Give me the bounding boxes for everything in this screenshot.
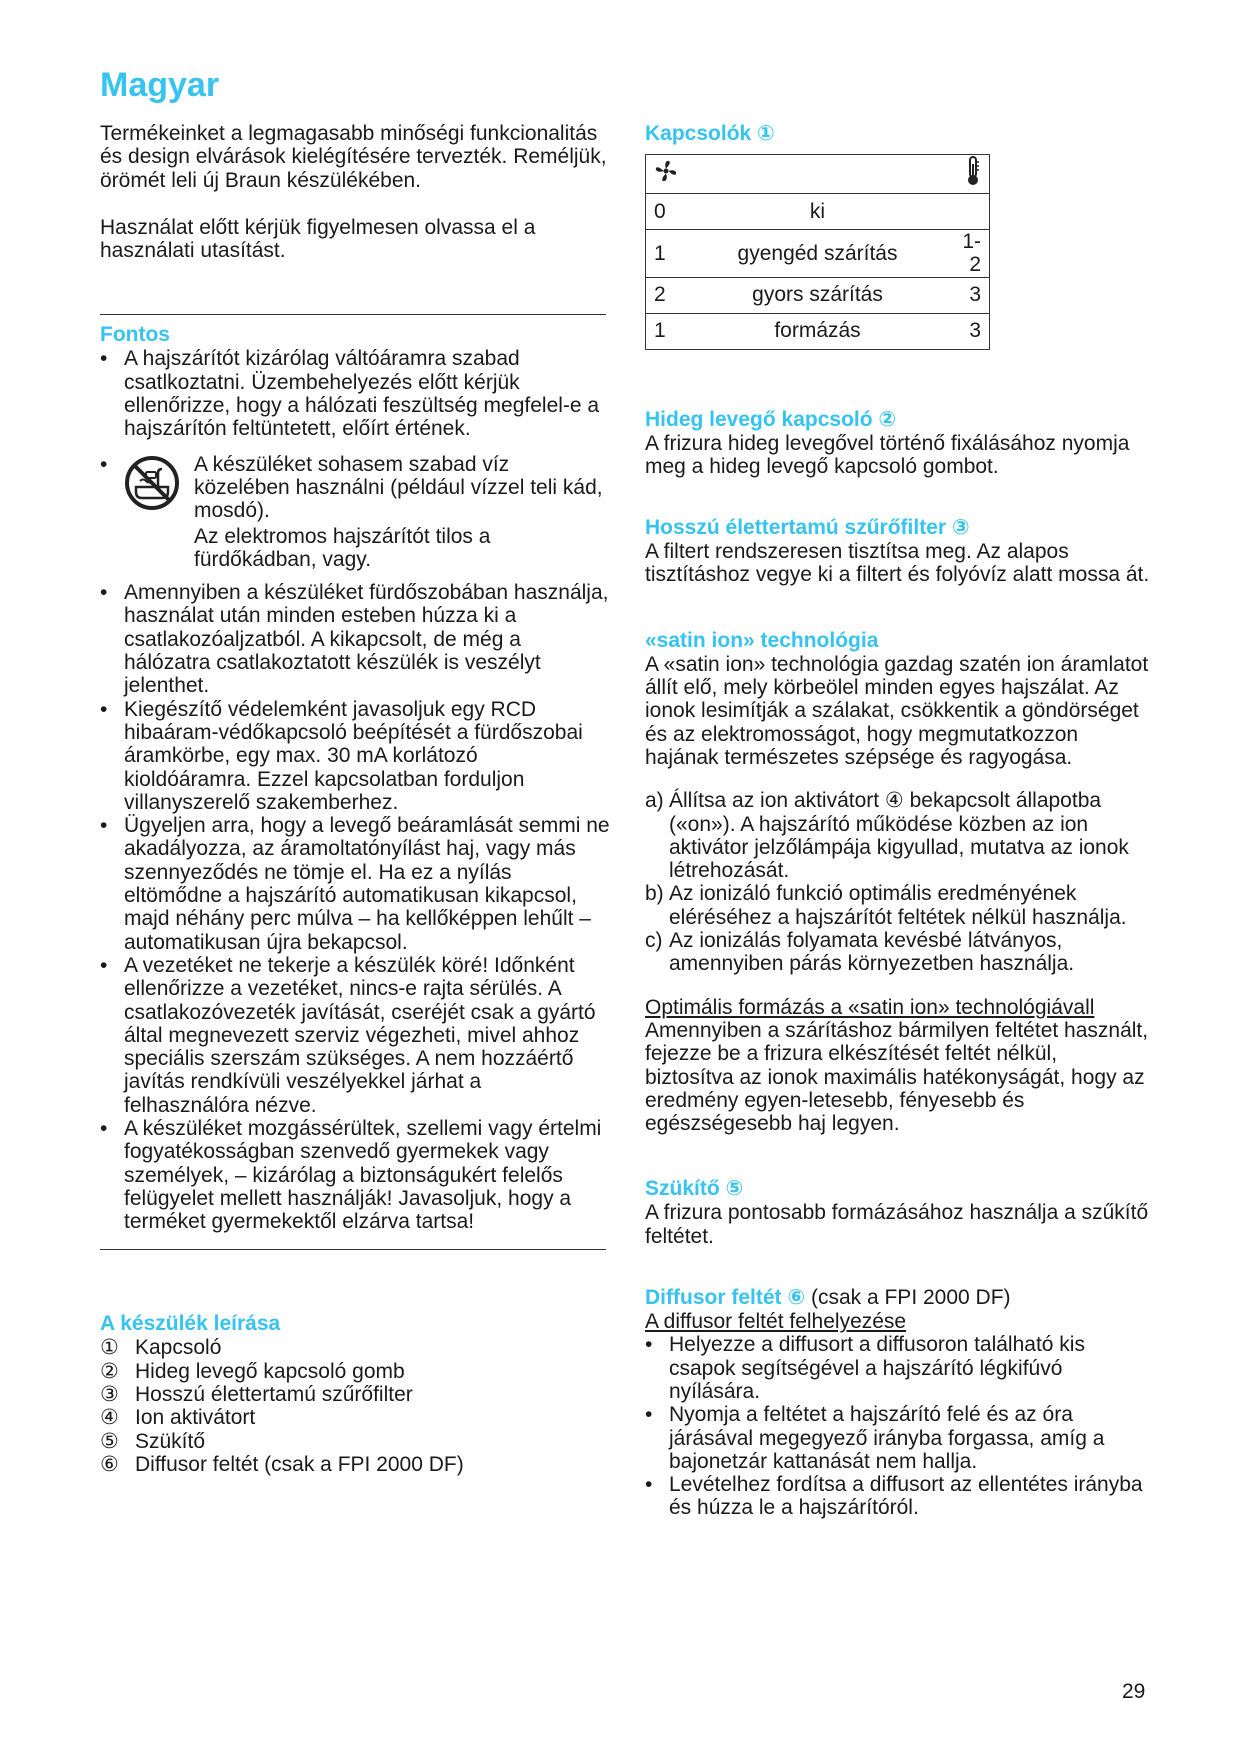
table-header-row: [646, 155, 990, 194]
part-item: ① Kapcsoló: [100, 1336, 222, 1360]
table-row: 1 formázás 3: [646, 313, 990, 349]
important-bullet: • Amennyiben a készüléket fürdőszobában használja, használat után minden esteben húzza ki a csatlakozóaljzatból. A kikapcsolt, de még a hálózatra csatlakoztatott készülék is veszélyt jelenthet.: [100, 581, 609, 698]
diffusor-subheading: A diffusor feltét felhelyezése: [645, 1310, 907, 1334]
switch-settings-table: [645, 154, 990, 350]
bullet-text: Ügyeljen arra, hogy a levegő beáramlását semmi ne akadályozza, az áramoltatónyílást haj, vagy más szennyeződés ne tömje el. Ha ez a nyílás eltömődne a hajszárító automatikusan kikapcsol, majd néhány perc múlva – ha kellőképpen lehűlt – automatikusan újra bekapcsol.: [124, 814, 610, 954]
no-water-warning: • A készüléket sohasem szabad víz közelében használni (például vízzel teli kád, mosdó). Az elektromos hajszárítót tilos a fürdőkádban, vagy.: [100, 453, 610, 571]
important-bullet: • A hajszárítót kizárólag váltóáramra szabad csatlkoztatni. Üzembehelyezés előtt kérjük ellenőrizze, hogy a hálózati feszültség megfelel-e a hajszárítón feltüntetett, előírt értének.: [100, 347, 600, 441]
part-item: ④ Ion aktivátort: [100, 1406, 256, 1430]
satin-step-c: c) Az ionizálás folyamata kevésbé látványos, amennyiben párás környezetben használja.: [645, 929, 1075, 976]
bullet-text: A készüléket mozgássérültek, szellemi vagy értelmi fogyatékosságban szenvedő gyermekek vagy személyek, – kizárólag a biztonságukért felelős felügyelet mellett használják! Javasoljuk, hogy a terméket gyermekektől elzárva tartsa!: [124, 1116, 602, 1234]
satin-ion-heading: «satin ion» technológia: [645, 628, 879, 652]
important-bullet: • A vezetéket ne tekerje a készülék köré! Időnként ellenőrizze a vezetéket, nincs-e rajta sérülés. A csatlakozóvezeték javítását, cseréjét csak a gyártó által megnevezett szerviz végezheti, mivel ahhoz speciális szerszám szükséges. A nem hozzáértő javítás rendkívüli veszélyekkel járhat a felhasználóra nézve.: [100, 953, 596, 1117]
part-item: ② Hideg levegő kapcsoló gomb: [100, 1359, 405, 1383]
bullet-text: Amennyiben a készüléket fürdőszobában használja, használat után minden esteben húzza ki a csatlakozóaljzatból. A kikapcsolt, de még a hálózatra csatlakoztatott készülék is veszélyt jelenthet.: [124, 581, 609, 698]
warning-text-2: Az elektromos hajszárítót tilos a fürdőkádban, vagy.: [194, 524, 491, 571]
intro-paragraph-2: Használat előtt kérjük figyelmesen olvassa el a használati utasítást.: [100, 215, 536, 263]
nozzle-heading: Szükítő ⑤: [645, 1177, 744, 1201]
diffusor-heading-line: [645, 1286, 1150, 1310]
part-item: ③ Hosszú élettertamú szűrőfilter: [100, 1383, 413, 1407]
diffusor-bullet: • Helyezze a diffusort a diffusoron található kis csapok segítségével a hajszárító légkifúvó nyílására.: [645, 1333, 1085, 1403]
thermometer-icon: [965, 156, 981, 186]
filter-text: A filtert rendszeresen tisztítsa meg. Az alapos tisztításhoz vegye ki a filtert és folyóvíz alatt mossa át.: [645, 540, 1150, 587]
no-water-bath-icon: [124, 455, 180, 511]
satin-ion-text: A «satin ion» technológia gazdag szatén ion áramlatot állít elő, mely körbeölel minden egyes hajszálat. Az ionok lesimítják a szálakat, csökkentik a göndörséget és az elektromosságot, hogy megmutatkozzon hajának természetes szépsége és ragyogása.: [645, 652, 1149, 769]
warning-text-1: A készüléket sohasem szabad víz közelében használni (például vízzel teli kád, mosdó).: [194, 452, 603, 523]
part-item: ⑤ Szükítő: [100, 1429, 206, 1453]
divider: [100, 1249, 606, 1250]
cold-air-heading: Hideg levegő kapcsoló ②: [645, 407, 897, 431]
heat-icon-cell: [949, 155, 990, 194]
table-row: 2 gyors szárítás 3: [646, 277, 990, 313]
part-item: ⑥ Diffusor feltét (csak a FPI 2000 DF): [100, 1452, 464, 1476]
fan-icon-cell: [646, 155, 687, 194]
bullet-text: Kiegészítő védelemként javasoljuk egy RCD hibaáram-védőkapcsoló beépítését a fürdőszobai áramkörbe, egy max. 30 mA korlátozó kioldóáramra. Ezzel kapcsolatban forduljon villanyszerelő szakemberhez.: [124, 697, 583, 814]
right-column: [645, 122, 1150, 1520]
bullet-text: A vezetéket ne tekerje a készülék köré! Időnként ellenőrizze a vezetéket, nincs-e rajta sérülés. A csatlakozóvezeték javítását, cseréjét csak a gyártó által megnevezett szerviz végezheti, mivel ahhoz speciális szerszám szükséges. A nem hozzáértő javítás rendkívüli veszélyekkel járhat a felhasználóra nézve.: [124, 953, 596, 1117]
important-heading: Fontos: [100, 323, 170, 347]
language-title: Magyar: [100, 66, 220, 104]
description-heading: A készülék leírása: [100, 1312, 281, 1336]
filter-heading: Hosszú élettertamú szűrőfilter ③: [645, 516, 970, 540]
left-column: [100, 122, 610, 1476]
satin-step-b: b) Az ionizáló funkció optimális eredményének eléréséhez a hajszárítót feltétek nélkül használja.: [645, 882, 1127, 929]
satin-step-a: a) Állítsa az ion aktivátort ④ bekapcsolt állapotba («on»). A hajszárító működése közben az ion aktivátor jelzőlámpája kigyullad, mutatva az ionok létrehozását.: [645, 789, 1129, 883]
table-row: 1 gyengéd szárítás 1-2: [646, 230, 990, 278]
diffusor-note: (csak a FPI 2000 DF): [805, 1286, 1011, 1310]
important-bullet: • A készüléket mozgássérültek, szellemi vagy értelmi fogyatékosságban szenvedő gyermekek vagy személyek, – kizárólag a biztonságukért felelős felügyelet mellett használják! Javasoljuk, hogy a terméket gyermekektől elzárva tartsa!: [100, 1116, 602, 1234]
intro-paragraph-1: Termékeinket a legmagasabb minőségi funkcionalitás és design elvárások kielégítésére tervezték. Reméljük, örömét leli új Braun készülékében.: [100, 122, 607, 192]
bullet-text: A hajszárítót kizárólag váltóáramra szabad csatlkoztatni. Üzembehelyezés előtt kérjük ellenőrizze, hogy a hálózati feszültség megfelel-e a hajszárítón feltüntetett, előírt értének.: [124, 347, 600, 441]
diffusor-heading: Diffusor feltét ⑥: [645, 1286, 806, 1310]
cold-air-text: A frizura hideg levegővel történő fixálásához nyomja meg a hideg levegő kapcsoló gombot.: [645, 431, 1130, 478]
important-bullet: • Kiegészítő védelemként javasoljuk egy RCD hibaáram-védőkapcsoló beépítését a fürdőszobai áramkörbe, egy max. 30 mA korlátozó kioldóáramra. Ezzel kapcsolatban forduljon villanyszerelő szakemberhez.: [100, 697, 583, 814]
important-bullet: • Ügyeljen arra, hogy a levegő beáramlását semmi ne akadályozza, az áramoltatónyílást haj, vagy más szennyeződés ne tömje el. Ha ez a nyílás eltömődne a hajszárító automatikusan kikapcsol, majd néhány perc múlva – ha kellőképpen lehűlt – automatikusan újra bekapcsol.: [100, 814, 610, 954]
fan-icon: [654, 159, 678, 183]
parts-list: [100, 1336, 610, 1476]
switches-heading: Kapcsolók ①: [645, 122, 775, 145]
diffusor-bullet: • Nyomja a feltétet a hajszárító felé és az óra járásával megegyező irányba forgassa, amíg a bajonetzár kattanását nem hallja.: [645, 1403, 1105, 1473]
optimal-styling-heading: Optimális formázás a «satin ion» technológiávall: [645, 995, 1095, 1019]
page-number: 29: [1122, 1680, 1146, 1703]
divider: [100, 314, 606, 315]
optimal-styling-text: Amennyiben a szárításhoz bármilyen feltétet használt, fejezze be a frizura elkészítését feltét nélkül, biztosítva az ionok maximális hatékonyságát, hogy az eredmény egyen-letesebb, fényesebb és egészségesebb haj legyen.: [645, 1018, 1149, 1136]
table-row: 0 ki: [646, 194, 990, 230]
diffusor-bullet: • Levételhez fordítsa a diffusort az ellentétes irányba és húzza le a hajszárítóról.: [645, 1473, 1143, 1520]
nozzle-text: A frizura pontosabb formázásához használja a szűkítő feltétet.: [645, 1201, 1149, 1248]
